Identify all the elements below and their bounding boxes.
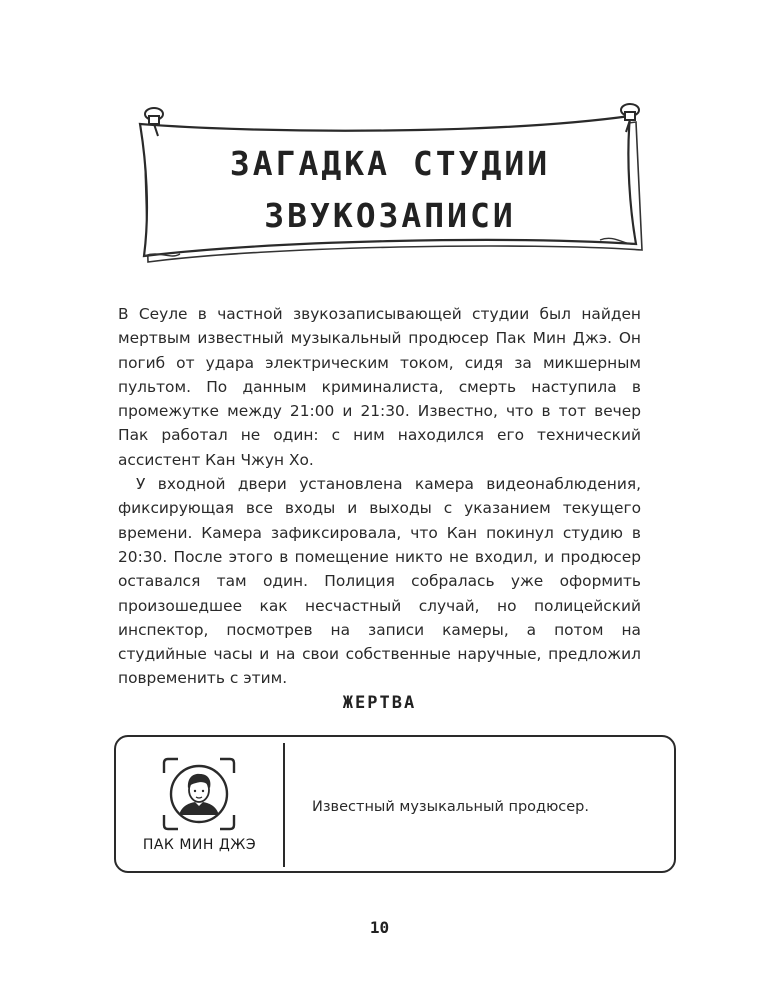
victim-description: Известный музыкальный продюсер. — [312, 799, 589, 815]
story-text — [118, 302, 641, 691]
card-divider — [283, 743, 285, 867]
person-portrait-icon — [162, 757, 236, 831]
victim-card — [114, 735, 676, 873]
title-line-2: ЗВУКОЗАПИСИ — [264, 196, 516, 235]
title-line-1: ЗАГАДКА СТУДИИ — [229, 144, 551, 183]
victim-name: ПАК МИН ДЖЭ — [142, 837, 257, 853]
section-heading: ЖЕРТВА — [342, 693, 417, 713]
page-title — [130, 138, 650, 242]
page-number: 10 — [369, 918, 390, 937]
paragraph-2: У входной двери установлена камера видеонаблюдения, фиксирующая все входы и выходы с указанием текущего времени. Камера зафиксировала, что Кан покинул студию в 20:30. После этого в помещение никто не входил, и продюсер оставался там один. Полиция собралась уже оформить произошедшее как несчастный случай, но полицейский инспектор, посмотрев на записи камеры, а потом на студийные часы и на свои собственные наручные, предложил повременить с этим. — [118, 475, 641, 688]
paragraph-1: В Сеуле в частной звукозаписывающей студии был найден мертвым известный музыкальный продюсер Пак Мин Джэ. Он погиб от удара электрическим током, сидя за микшерным пультом. По данным криминалиста, смерть наступила в промежутке между 21:00 и 21:30. Известно, что в тот вечер Пак работал не один: с ним находился его технический ассистент Кан Чжун Хо. — [118, 305, 641, 469]
title-banner — [130, 100, 650, 270]
